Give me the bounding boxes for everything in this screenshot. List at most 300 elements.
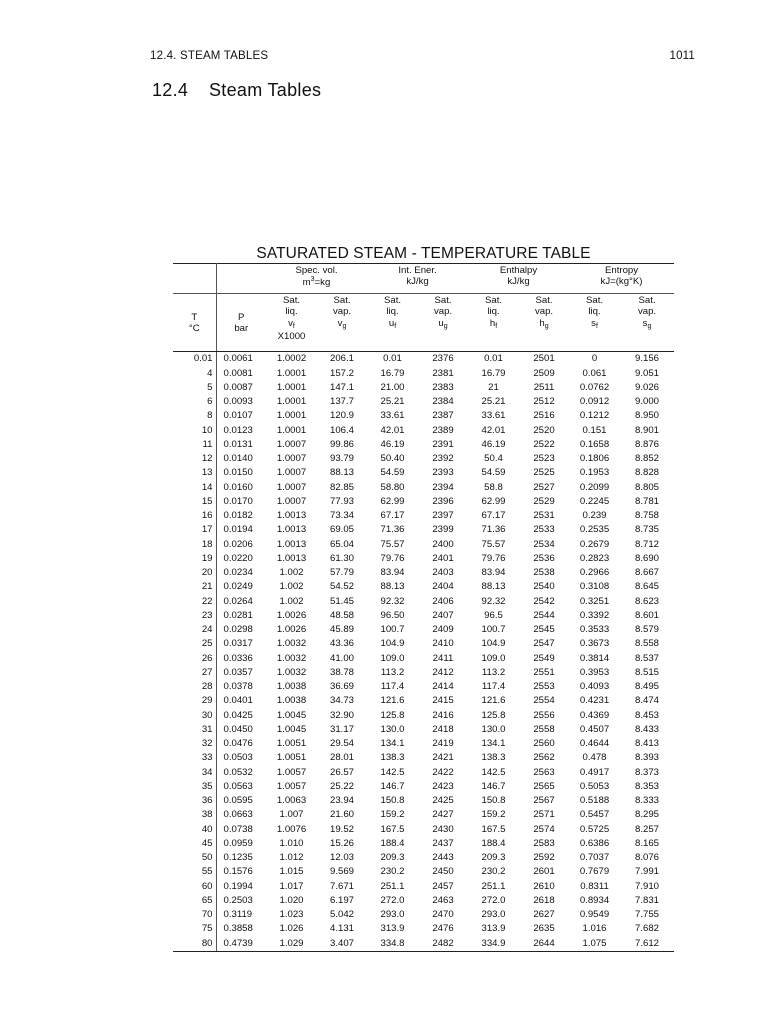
cell-temperature: 45 [173, 837, 216, 851]
cell-hg: 2574 [533, 823, 555, 835]
cell-sf: 0.2099 [579, 481, 610, 493]
table-row [173, 737, 674, 751]
cell-pressure: 0.0140 [223, 453, 253, 465]
cell-uf: 188.4 [380, 837, 405, 849]
cell-hf: 109.0 [481, 652, 506, 664]
table-row [173, 466, 674, 480]
cell-ug: 2406 [432, 595, 454, 607]
cell-vf: 1.0026 [276, 624, 307, 636]
cell-ug: 2399 [432, 524, 454, 536]
cell-vf: 1.0076 [276, 823, 307, 835]
cell-vf: 1.020 [279, 894, 304, 906]
group-spec-vol [266, 264, 367, 294]
cell-uf: 334.8 [367, 936, 418, 951]
cell-sg: 8.828 [635, 467, 660, 479]
col-header-hf: Sat. liq. $h_f$ [468, 294, 519, 352]
group-int-ener-name: Int. Ener. [398, 265, 437, 276]
cell-temperature: 23 [173, 609, 216, 623]
cell-sf: 0.1212 [579, 410, 610, 422]
cell-uf: 130.0 [380, 723, 405, 735]
cell-hf: 83.94 [481, 567, 506, 579]
cell-sg: 8.667 [635, 567, 660, 579]
cell-pressure: 0.0160 [223, 481, 253, 493]
cell-sg: 8.735 [635, 524, 660, 536]
table-row [173, 395, 674, 409]
cell-sg: 9.026 [635, 381, 660, 393]
cell-hg: 2549 [533, 652, 555, 664]
cell-sg: 8.950 [635, 410, 660, 422]
cell-sg: 8.623 [635, 595, 660, 607]
table-row [173, 537, 674, 551]
cell-vf: 1.0026 [276, 609, 307, 621]
cell-sf: 0.2679 [579, 538, 610, 550]
cell-sg: 8.601 [635, 609, 660, 621]
cell-vg: 82.85 [330, 481, 355, 493]
cell-hg: 2533 [533, 524, 555, 536]
cell-temperature: 26 [173, 651, 216, 665]
cell-ug: 2394 [432, 481, 454, 493]
table-row [173, 580, 674, 594]
cell-pressure: 0.0532 [223, 766, 253, 778]
cell-hf: 54.59 [481, 467, 506, 479]
cell-vg: 45.89 [330, 624, 355, 636]
cell-pressure: 0.2503 [223, 894, 253, 906]
cell-hg: 2538 [533, 567, 555, 579]
cell-vf: 1.0051 [276, 752, 307, 764]
table-row [173, 352, 674, 367]
cell-ug: 2397 [432, 510, 454, 522]
cell-hg: 2529 [533, 495, 555, 507]
col-header-sg: Sat. vap. $s_g$ [620, 294, 674, 352]
cell-sf: 0.8934 [579, 894, 610, 906]
cell-vf: 1.002 [279, 567, 304, 579]
cell-hf: 100.7 [481, 624, 506, 636]
cell-hf: 293.0 [481, 909, 506, 921]
cell-sf: 0.4231 [579, 695, 610, 707]
cell-ug: 2396 [432, 495, 454, 507]
cell-sg: 7.682 [635, 923, 660, 935]
cell-pressure: 0.1576 [223, 866, 253, 878]
cell-hf: 209.3 [481, 852, 506, 864]
cell-vg: 38.78 [330, 666, 355, 678]
cell-hf: 113.2 [481, 666, 506, 678]
cell-vg: 157.2 [330, 367, 355, 379]
cell-hg: 2520 [533, 424, 555, 436]
cell-hg: 2501 [533, 353, 555, 365]
cell-ug: 2443 [432, 852, 454, 864]
table-row [173, 509, 674, 523]
cell-hg: 2547 [533, 638, 555, 650]
table-row [173, 523, 674, 537]
cell-vf: 1.0007 [276, 438, 307, 450]
cell-uf: 104.9 [380, 638, 405, 650]
cell-pressure: 0.0298 [223, 624, 253, 636]
cell-pressure: 0.0317 [223, 638, 253, 650]
cell-ug: 2419 [432, 738, 454, 750]
table-row [173, 666, 674, 680]
group-spec-vol-name: Spec. vol. [295, 265, 338, 276]
cell-hf: 0.01 [484, 353, 503, 365]
cell-vf: 1.0002 [276, 353, 307, 365]
cell-pressure: 0.0182 [223, 510, 253, 522]
cell-vf: 1.012 [279, 852, 304, 864]
cell-vg: 73.34 [330, 510, 355, 522]
cell-hf: 150.8 [481, 795, 506, 807]
cell-temperature: 5 [173, 381, 216, 395]
cell-vg: 43.36 [330, 638, 355, 650]
cell-ug: 2476 [432, 923, 454, 935]
group-enthalpy [468, 264, 569, 294]
cell-vg: 34.73 [330, 695, 355, 707]
cell-vg: 31.17 [330, 723, 355, 735]
cell-hf: 96.5 [484, 609, 503, 621]
cell-sf: 0.2823 [579, 552, 610, 564]
cell-hg: 2553 [533, 681, 555, 693]
table-row [173, 566, 674, 580]
table-row [173, 438, 674, 452]
cell-temperature: 65 [173, 894, 216, 908]
table-row [173, 922, 674, 936]
cell-ug: 2384 [432, 396, 454, 408]
cell-hf: 167.5 [481, 823, 506, 835]
table-row [173, 879, 674, 893]
cell-hf: 58.8 [484, 481, 503, 493]
col-header-uf: Sat. liq. $u_f$ [367, 294, 418, 352]
cell-vf: 1.0032 [276, 638, 307, 650]
cell-hg: 2551 [533, 666, 555, 678]
cell-temperature: 16 [173, 509, 216, 523]
cell-sg: 9.156 [635, 353, 660, 365]
cell-sg: 8.558 [635, 638, 660, 650]
cell-ug: 2423 [432, 780, 454, 792]
cell-temperature: 31 [173, 723, 216, 737]
cell-vf: 1.0038 [276, 695, 307, 707]
cell-ug: 2415 [432, 695, 454, 707]
cell-pressure: 0.0450 [223, 723, 253, 735]
cell-hf: 251.1 [481, 880, 506, 892]
cell-vf: 1.029 [266, 936, 317, 951]
cell-hg: 2618 [533, 894, 555, 906]
table-row [173, 865, 674, 879]
cell-temperature: 15 [173, 495, 216, 509]
table-row [173, 423, 674, 437]
cell-temperature: 22 [173, 594, 216, 608]
col-header-pressure: P bar [216, 294, 266, 352]
table-row [173, 808, 674, 822]
cell-ug: 2387 [432, 410, 454, 422]
group-entropy-unit: kJ=(kg°K) [600, 276, 643, 288]
table-row [173, 594, 674, 608]
cell-uf: 313.9 [380, 923, 405, 935]
cell-sf: 0.4507 [579, 723, 610, 735]
cell-pressure: 0.3858 [223, 923, 253, 935]
cell-vf: 1.002 [279, 581, 304, 593]
cell-ug: 2437 [432, 837, 454, 849]
cell-hg: 2627 [533, 909, 555, 921]
cell-hg: 2563 [533, 766, 555, 778]
cell-vf: 1.015 [279, 866, 304, 878]
cell-vg: 69.05 [330, 524, 355, 536]
cell-temperature: 29 [173, 694, 216, 708]
cell-hg: 2516 [533, 410, 555, 422]
cell-ug: 2409 [432, 624, 454, 636]
cell-vf: 1.010 [279, 837, 304, 849]
section-title-text: Steam Tables [209, 80, 322, 100]
cell-sg: 8.373 [635, 766, 660, 778]
cell-vf: 1.0057 [276, 766, 307, 778]
cell-sf: 0.2966 [579, 567, 610, 579]
cell-hg: 2592 [533, 852, 555, 864]
cell-pressure: 0.0123 [223, 424, 253, 436]
table-row [173, 609, 674, 623]
cell-ug: 2425 [432, 795, 454, 807]
cell-hf: 146.7 [481, 780, 506, 792]
cell-ug: 2376 [432, 353, 454, 365]
table-row [173, 822, 674, 836]
cell-vg: 5.042 [330, 909, 355, 921]
cell-temperature: 60 [173, 879, 216, 893]
table-row [173, 480, 674, 494]
cell-temperature: 40 [173, 822, 216, 836]
steam-table [173, 263, 674, 952]
cell-temperature: 35 [173, 780, 216, 794]
cell-vf: 1.0045 [276, 723, 307, 735]
cell-ug: 2393 [432, 467, 454, 479]
cell-ug: 2410 [432, 638, 454, 650]
cell-hf: 50.4 [484, 453, 503, 465]
col-header-hg: Sat. vap. $h_g$ [519, 294, 569, 352]
section-heading [152, 80, 321, 101]
cell-temperature: 24 [173, 623, 216, 637]
cell-pressure: 0.0401 [223, 695, 253, 707]
cell-hf: 21 [488, 381, 499, 393]
cell-vg: 77.93 [330, 495, 355, 507]
col-header-temperature: T °C [173, 294, 216, 352]
cell-uf: 121.6 [380, 695, 405, 707]
cell-hg: 2567 [533, 795, 555, 807]
cell-sg: 8.295 [635, 809, 660, 821]
cell-uf: 293.0 [380, 909, 405, 921]
cell-ug: 2403 [432, 567, 454, 579]
group-enthalpy-unit: kJ/kg [507, 276, 530, 288]
cell-vf: 1.0001 [276, 381, 307, 393]
cell-uf: 209.3 [380, 852, 405, 864]
table-title: SATURATED STEAM - TEMPERATURE TABLE [256, 245, 591, 262]
cell-hf: 138.3 [481, 752, 506, 764]
col-header-ug: Sat. vap. $u_g$ [418, 294, 468, 352]
cell-hf: 46.19 [481, 438, 506, 450]
cell-sf: 0.478 [582, 752, 607, 764]
cell-hf: 79.76 [481, 552, 506, 564]
cell-vg: 61.30 [330, 552, 355, 564]
cell-ug: 2482 [418, 936, 468, 951]
table-row [173, 780, 674, 794]
cell-pressure: 0.0378 [223, 681, 253, 693]
cell-temperature: 55 [173, 865, 216, 879]
cell-ug: 2389 [432, 424, 454, 436]
cell-uf: 46.19 [380, 438, 405, 450]
cell-uf: 54.59 [380, 467, 405, 479]
cell-sg: 8.876 [635, 438, 660, 450]
cell-hg: 2536 [533, 552, 555, 564]
cell-sf: 0.2535 [579, 524, 610, 536]
cell-sf: 0.1806 [579, 453, 610, 465]
cell-pressure: 0.0959 [223, 837, 253, 849]
cell-ug: 2391 [432, 438, 454, 450]
cell-hg: 2565 [533, 780, 555, 792]
cell-sg: 8.333 [635, 795, 660, 807]
table-row [173, 381, 674, 395]
cell-sg: 8.579 [635, 624, 660, 636]
cell-sg: 8.413 [635, 738, 660, 750]
table-row [173, 623, 674, 637]
cell-hg: 2571 [533, 809, 555, 821]
group-int-ener [367, 264, 468, 294]
col-header-vf: Sat. liq. $v_f$ X1000 [266, 294, 317, 352]
cell-hf: 62.99 [481, 495, 506, 507]
cell-vg: 147.1 [330, 381, 355, 393]
cell-hf: 33.61 [481, 410, 506, 422]
running-head [150, 50, 695, 62]
cell-hf: 334.9 [468, 936, 519, 951]
cell-vg: 32.90 [330, 709, 355, 721]
cell-hg: 2531 [533, 510, 555, 522]
cell-hg: 2610 [533, 880, 555, 892]
table-row [173, 723, 674, 737]
cell-ug: 2418 [432, 723, 454, 735]
cell-hg: 2527 [533, 481, 555, 493]
cell-sf: 0.5457 [579, 809, 610, 821]
cell-pressure: 0.0281 [223, 609, 253, 621]
cell-sf: 0.4369 [579, 709, 610, 721]
cell-vg: 48.58 [330, 609, 355, 621]
cell-sg: 7.612 [620, 936, 674, 951]
cell-pressure: 0.0220 [223, 552, 253, 564]
cell-ug: 2450 [432, 866, 454, 878]
cell-vg: 21.60 [330, 809, 355, 821]
cell-pressure: 0.0503 [223, 752, 253, 764]
cell-ug: 2414 [432, 681, 454, 693]
cell-hg: 2558 [533, 723, 555, 735]
cell-ug: 2457 [432, 880, 454, 892]
section-number: 12.4 [152, 80, 189, 100]
cell-sf: 0.4917 [579, 766, 610, 778]
cell-vf: 1.0038 [276, 681, 307, 693]
cell-temperature: 38 [173, 808, 216, 822]
cell-vg: 25.22 [330, 780, 355, 792]
cell-sg: 8.645 [635, 581, 660, 593]
cell-vg: 19.52 [330, 823, 355, 835]
cell-temperature: 70 [173, 908, 216, 922]
cell-hf: 104.9 [481, 638, 506, 650]
cell-hf: 67.17 [481, 510, 506, 522]
cell-pressure: 0.0131 [223, 438, 253, 450]
table-row [173, 765, 674, 779]
cell-sg: 8.781 [635, 495, 660, 507]
cell-sf: 0 [591, 353, 598, 365]
cell-hf: 117.4 [481, 681, 506, 693]
cell-hg: 2545 [533, 624, 555, 636]
cell-sg: 8.690 [635, 552, 660, 564]
cell-sg: 9.000 [635, 396, 660, 408]
cell-hg: 2583 [533, 837, 555, 849]
cell-vg: 51.45 [330, 595, 355, 607]
table-body [173, 352, 674, 952]
cell-vg: 106.4 [330, 424, 355, 436]
cell-vg: 206.1 [330, 353, 355, 365]
cell-uf: 42.01 [380, 424, 405, 436]
cell-vg: 36.69 [330, 681, 355, 693]
cell-hf: 142.5 [481, 766, 506, 778]
cell-hf: 71.36 [481, 524, 506, 536]
cell-uf: 167.5 [380, 823, 405, 835]
cell-sf: 1.016 [582, 923, 607, 935]
cell-uf: 83.94 [380, 567, 405, 579]
cell-sf: 0.4644 [579, 738, 610, 750]
cell-pressure: 0.1235 [223, 852, 253, 864]
cell-hf: 134.1 [481, 738, 506, 750]
cell-sg: 8.353 [635, 780, 660, 792]
cell-uf: 100.7 [380, 624, 405, 636]
group-spec-vol-unit: $m^3=kg$ [302, 276, 331, 289]
table-header [173, 264, 674, 352]
cell-sg: 7.831 [635, 894, 660, 906]
cell-hg: 2522 [533, 438, 555, 450]
cell-pressure: 0.0357 [223, 666, 253, 678]
cell-uf: 138.3 [380, 752, 405, 764]
cell-vg: 120.9 [330, 410, 355, 422]
group-entropy-name: Entropy [604, 265, 639, 276]
cell-sf: 0.3251 [579, 595, 610, 607]
cell-hg: 2523 [533, 453, 555, 465]
cell-uf: 150.8 [380, 795, 405, 807]
cell-vg: 137.7 [330, 396, 355, 408]
cell-uf: 125.8 [380, 709, 405, 721]
cell-sg: 8.165 [635, 837, 660, 849]
cell-pressure: 0.0663 [223, 809, 253, 821]
cell-pressure: 0.0061 [223, 353, 253, 365]
cell-sf: 0.5188 [579, 795, 610, 807]
cell-hf: 230.2 [481, 866, 506, 878]
cell-pressure: 0.0093 [223, 396, 253, 408]
cell-vf: 1.0007 [276, 481, 307, 493]
cell-vf: 1.0001 [276, 367, 307, 379]
cell-sf: 0.3108 [579, 581, 610, 593]
cell-sf: 0.3814 [579, 652, 610, 664]
cell-vf: 1.017 [279, 880, 304, 892]
cell-hf: 16.79 [481, 367, 506, 379]
cell-pressure: 0.4739 [216, 936, 266, 951]
cell-ug: 2427 [432, 809, 454, 821]
table-row [173, 751, 674, 765]
group-header-row [173, 264, 674, 294]
cell-sf: 0.7679 [579, 866, 610, 878]
cell-temperature: 8 [173, 409, 216, 423]
cell-uf: 67.17 [380, 510, 405, 522]
cell-sf: 0.9549 [579, 909, 610, 921]
cell-uf: 230.2 [380, 866, 405, 878]
cell-hf: 159.2 [481, 809, 506, 821]
cell-vf: 1.0007 [276, 495, 307, 507]
cell-uf: 75.57 [380, 538, 405, 550]
cell-vf: 1.0001 [276, 410, 307, 422]
cell-sg: 8.433 [635, 723, 660, 735]
cell-hf: 188.4 [481, 837, 506, 849]
cell-hg: 2601 [533, 866, 555, 878]
cell-vf: 1.023 [279, 909, 304, 921]
cell-hg: 2542 [533, 595, 555, 607]
cell-sf: 0.2245 [579, 495, 610, 507]
